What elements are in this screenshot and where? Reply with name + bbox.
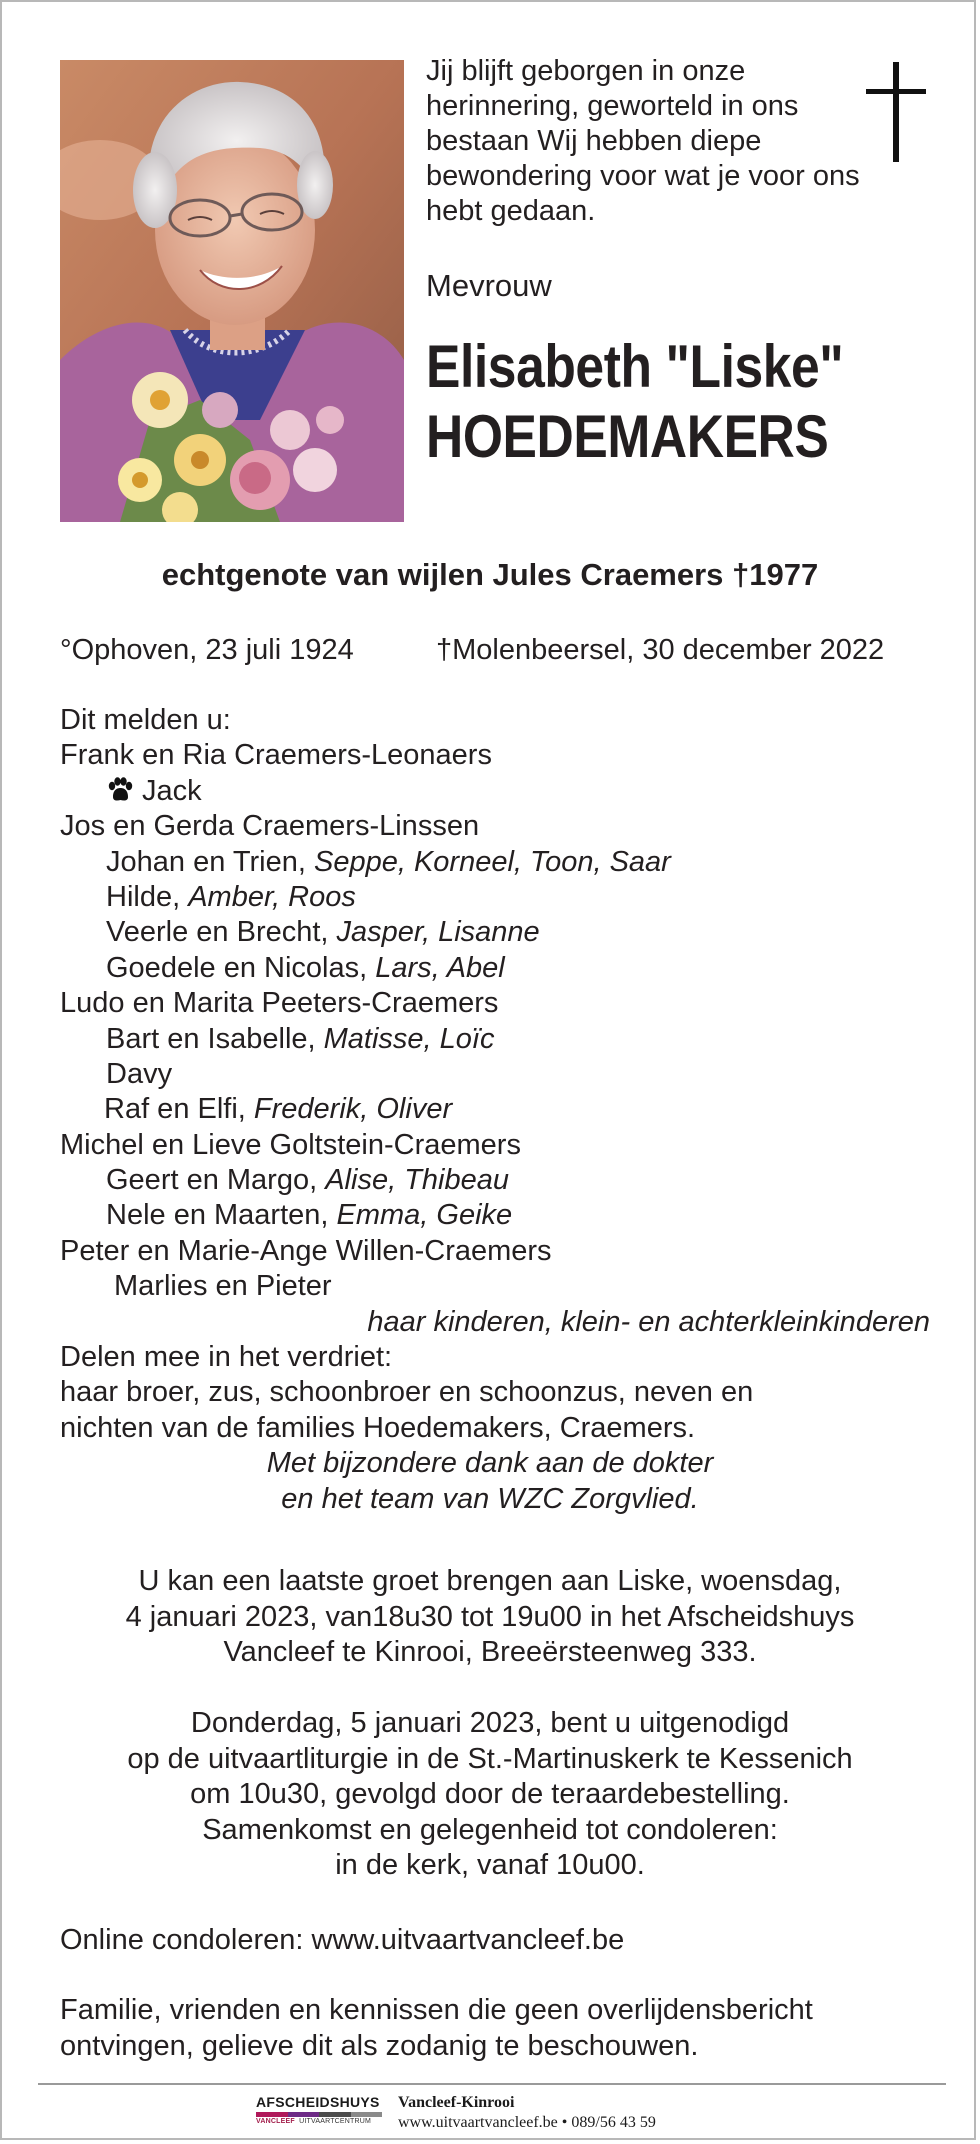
- poem-line: hebt gedaan.: [426, 195, 596, 227]
- farewell-info: [2, 1564, 978, 1671]
- thanks-line: Met bijzondere dank aan de dokter: [266, 1447, 714, 1480]
- poem-line: Jij blijft geborgen in onze: [426, 55, 746, 87]
- family-line: Geert en Margo, Alise, Thibeau: [106, 1164, 509, 1197]
- cross-icon: [866, 62, 926, 162]
- paw-icon: [106, 777, 134, 803]
- salutation: Mevrouw: [426, 268, 552, 303]
- farewell-line: 4 januari 2023, van18u30 tot 19u00 in het Afscheidshuys: [125, 1600, 855, 1633]
- funeral-line: op de uitvaartliturgie in de St.-Martinuskerk te Kessenich: [127, 1742, 853, 1775]
- family-line: Ludo en Marita Peeters-Craemers: [60, 987, 499, 1020]
- logo-subtitle: VANCLEEF UITVAARTCENTRUM: [256, 2118, 372, 2125]
- portrait-photo: [60, 60, 404, 522]
- funeral-line: Donderdag, 5 januari 2023, bent u uitgenodigd: [190, 1707, 790, 1739]
- birth-date: °Ophoven, 23 juli 1924: [60, 634, 354, 666]
- family-line: Michel en Lieve Goltstein-Craemers: [60, 1128, 521, 1161]
- farewell-line: U kan een laatste groet brengen aan Liske, woensdag,: [138, 1565, 842, 1597]
- funeral-home-name: Vancleef-Kinrooi: [398, 2094, 515, 2111]
- closing-line: Familie, vrienden en kennissen die geen overlijdensbericht: [60, 1994, 813, 2026]
- funeral-line: om 10u30, gevolgd door de teraardebestelling.: [190, 1778, 790, 1810]
- portrait-image: [60, 60, 404, 522]
- funeral-home-logo: [256, 2094, 382, 2136]
- funeral-line: Samenkomst en gelegenheid tot condoleren:: [202, 1813, 778, 1846]
- family-line-pet: Jack: [60, 774, 940, 809]
- family-line: Hilde, Amber, Roos: [106, 880, 356, 913]
- memorial-poem: [426, 54, 896, 229]
- funeral-home-contact: [398, 2093, 656, 2133]
- family-line: Peter en Marie-Ange Willen-Craemers: [60, 1234, 552, 1267]
- farewell-line: Vancleef te Kinrooi, Breeërsteenweg 333.: [223, 1636, 757, 1668]
- thanks-line: en het team van WZC Zorgvlied.: [281, 1482, 699, 1515]
- family-line: Bart en Isabelle, Matisse, Loïc: [106, 1022, 495, 1055]
- family-line: Raf en Elfi, Frederik, Oliver: [104, 1093, 453, 1126]
- deceased-name: [426, 332, 843, 472]
- name-first: Elisabeth "Liske": [426, 333, 844, 400]
- family-line: Goedele en Nicolas, Lars, Abel: [106, 951, 505, 984]
- family-intro: Dit melden u:: [60, 704, 231, 736]
- funeral-line: in de kerk, vanaf 10u00.: [335, 1849, 645, 1881]
- footer-divider: [38, 2083, 946, 2085]
- family-line: Jos en Gerda Craemers-Linssen: [60, 810, 480, 843]
- share-intro: Delen mee in het verdriet:: [60, 1341, 393, 1374]
- online-condolence: Online condoleren: www.uitvaartvancleef.be: [60, 1924, 625, 1956]
- family-line: Johan en Trien, Seppe, Korneel, Toon, Saar: [106, 845, 671, 878]
- funeral-home-web-phone: www.uitvaartvancleef.be • 089/56 43 59: [398, 2114, 656, 2131]
- funeral-info: [2, 1706, 978, 1884]
- family-relation: haar kinderen, klein- en achterkleinkinderen: [367, 1305, 930, 1338]
- poem-line: herinnering, geworteld in ons: [426, 90, 799, 122]
- family-line: Veerle en Brecht, Jasper, Lisanne: [106, 916, 540, 949]
- death-date: †Molenbeersel, 30 december 2022: [436, 634, 885, 666]
- family-line: Davy: [106, 1057, 173, 1090]
- poem-line: bestaan Wij hebben diepe: [426, 125, 762, 157]
- closing-note: [60, 1992, 813, 2064]
- life-dates: [60, 632, 930, 668]
- family-line: Marlies en Pieter: [114, 1270, 332, 1303]
- family-line: Nele en Maarten, Emma, Geike: [106, 1199, 513, 1232]
- closing-line: ontvingen, gelieve dit als zodanig te beschouwen.: [60, 2030, 699, 2062]
- family-list: [60, 703, 940, 1517]
- share-line: nichten van de families Hoedemakers, Craemers.: [60, 1411, 696, 1444]
- share-line: haar broer, zus, schoonbroer en schoonzus, neven en: [60, 1376, 754, 1409]
- family-line: Frank en Ria Craemers-Leonaers: [60, 739, 492, 772]
- logo-title: AFSCHEIDSHUYS: [256, 2094, 380, 2110]
- spouse-line: echtgenote van wijlen Jules Craemers †1977: [161, 557, 819, 592]
- poem-line: bewondering voor wat je voor ons: [426, 160, 860, 192]
- name-surname: HOEDEMAKERS: [426, 403, 829, 470]
